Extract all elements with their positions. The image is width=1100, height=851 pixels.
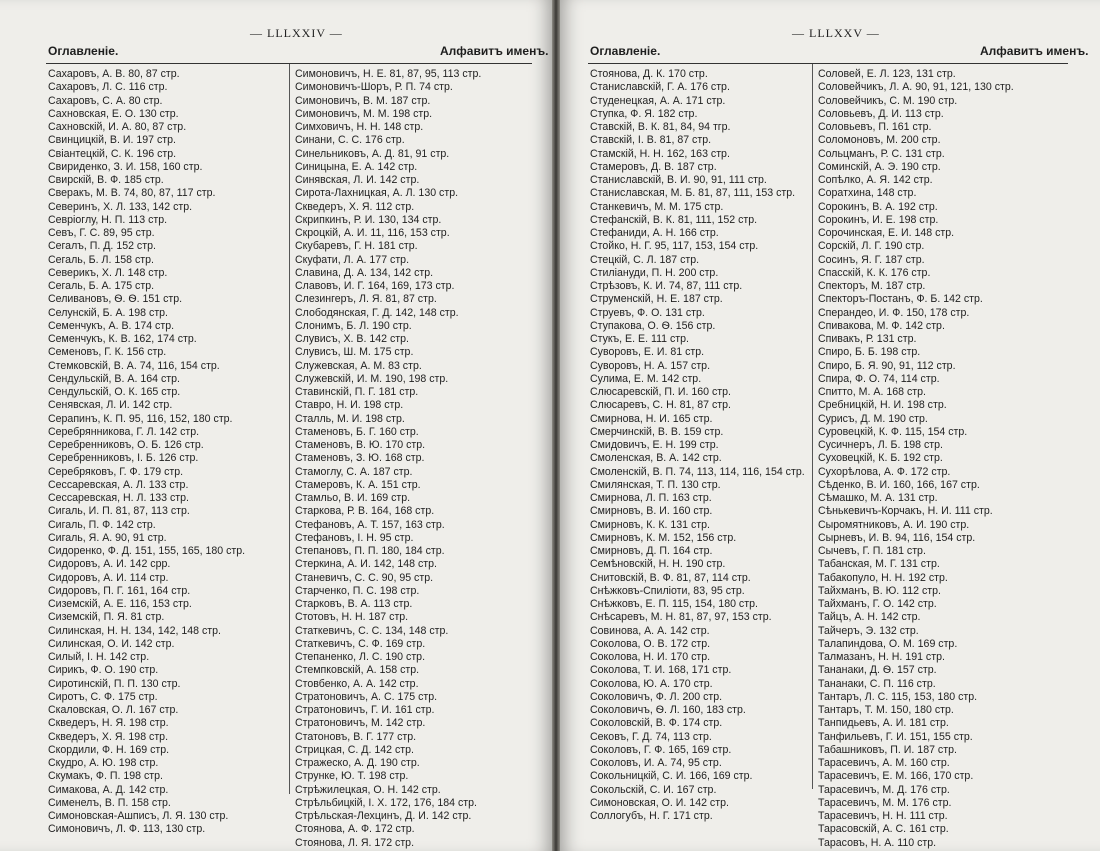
right-column-divider [812, 64, 813, 789]
index-entry: Стрѣжилецкая, О. Н. 142 стр. [295, 783, 441, 796]
index-entry: Талмазанъ, Н. Н. 191 стр. [818, 651, 945, 663]
index-entry: Стойко, Н. Г. 95, 117, 153, 154 стр. [590, 240, 759, 253]
index-entry: Тарасовъ, Н. А. 110 стр. [818, 836, 937, 849]
index-entry: Табакопуло, Н. Н. 192 стр. [818, 571, 948, 584]
index-entry: Смирновъ, К. М. 152, 156 стр. [590, 531, 737, 544]
index-entry: Сендульскій, О. К. 165 стр. [48, 386, 181, 398]
index-entry: Стецкій, С. Л. 187 стр. [590, 253, 700, 266]
index-entry: Скубаревъ, Г. Н. 181 стр. [295, 240, 418, 253]
index-entry: Смилянская, Т. П. 130 стр. [590, 478, 721, 491]
index-entry: Тарасевичъ, М. Д. 176 стр. [818, 783, 950, 796]
book-gutter [552, 0, 560, 851]
index-entry: Сырневъ, И. В. 94, 116, 154 стр. [818, 531, 976, 544]
index-entry: Струнке, Ю. Т. 198 стр. [295, 770, 409, 783]
index-entry: Соколовскій, В. Ф. 174 стр. [590, 717, 723, 730]
index-entry: Симакова, А. Д. 142 стр. [48, 783, 169, 796]
index-entry: Стамоглу, С. А. 187 стр. [295, 465, 413, 478]
index-entry: Симоновская, О. И. 142 стр. [590, 796, 729, 809]
index-entry: Соколовъ, И. А. 74, 95 стр. [590, 757, 722, 769]
index-entry: Сосинъ, Я. Г. 187 стр. [818, 253, 925, 266]
index-entry: Сольцманъ, Р. С. 131 стр. [818, 147, 945, 160]
index-entry: Спивакъ, Р. 131 стр. [818, 333, 917, 345]
index-entry: Суровецкій, К. Ф. 115, 154 стр. [818, 425, 968, 438]
index-entry: Сахаровъ, С. А. 80 стр. [48, 94, 163, 107]
index-entry: Студенецкая, А. А. 171 стр. [590, 94, 726, 107]
index-entry: Стамеровъ, К. А. 151 стр. [295, 478, 421, 491]
index-entry: Сиротъ, С. Ф. 175 стр. [48, 690, 158, 703]
index-entry: Смоленскій, В. П. 74, 113, 114, 116, 154 стр. [590, 465, 805, 478]
index-entry: Соминскій, А. Э. 190 стр. [818, 160, 941, 173]
index-entry: Скаловская, О. Л. 167 стр. [48, 704, 179, 716]
index-entry: Старкова, Р. В. 164, 168 стр. [295, 505, 435, 518]
index-entry: Снѣжковъ, Е. П. 115, 154, 180 стр. [590, 598, 758, 610]
index-entry: Степановъ, П. П. 180, 184 стр. [295, 545, 445, 557]
index-entry: Танпидьевъ, А. И. 181 стр. [818, 717, 949, 730]
index-entry: Сокольницкій, С. И. 166, 169 стр. [590, 770, 753, 783]
index-entry: Спасскій, К. К. 176 стр. [818, 266, 931, 279]
index-entry: Слободянская, Г. Д. 142, 148 стр. [295, 306, 459, 319]
index-entry: Ставскій, В. К. 81, 84, 94 тгр. [590, 121, 731, 133]
index-entry: Смирнова, Л. П. 163 стр. [590, 492, 712, 504]
index-entry: Слюсаревъ, С. Н. 81, 87 стр. [590, 399, 731, 412]
index-entry: Синявская, Л. И. 142 стр. [295, 174, 420, 186]
index-entry: Свириденко, З. И. 158, 160 стр. [48, 160, 203, 173]
index-entry: Селивановъ, Ѳ. Ѳ. 151 стр. [48, 293, 183, 306]
index-entry: Спира, Ф. О. 74, 114 стр. [818, 372, 940, 385]
index-entry: Сахновскій, И. А. 80, 87 стр. [48, 121, 187, 133]
index-entry: Сталль, М. И. 198 стр. [295, 412, 405, 425]
index-entry: Смирновъ, К. К. 131 стр. [590, 518, 710, 531]
index-entry: Спиро, Б. Я. 90, 91, 112 стр. [818, 359, 956, 372]
index-entry: Спекторъ, М. 187 стр. [818, 280, 926, 292]
index-entry: Стукъ, Е. Е. 111 стр. [590, 333, 689, 345]
index-entry: Стемковскій, В. А. 74, 116, 154 стр. [48, 359, 220, 372]
index-entry: Соколова, Ю. А. 170 стр. [590, 677, 713, 690]
left-column-1 [48, 68, 284, 837]
index-entry: Суворовъ, Н. А. 157 стр. [590, 359, 711, 372]
index-entry: Слюсаревскій, П. И. 160 стр. [590, 386, 731, 398]
index-entry: Стаменовъ, Б. Г. 160 стр. [295, 425, 419, 438]
index-entry: Снитовскій, В. Ф. 81, 87, 114 стр. [590, 571, 751, 584]
index-entry: Симоновичъ, В. М. 187 стр. [295, 94, 431, 107]
index-entry: Спитто, М. А. 168 стр. [818, 386, 926, 398]
index-entry: Славовъ, И. Г. 164, 169, 173 стр. [295, 280, 455, 292]
index-entry: Стрѣльская-Лехцинъ, Д. И. 142 стр. [295, 810, 472, 822]
index-entry: Сперандео, И. Ф. 150, 178 стр. [818, 306, 970, 319]
index-entry: Сребницкій, Н. И. 198 стр. [818, 399, 947, 412]
index-entry: Силый, І. Н. 142 стр. [48, 651, 150, 663]
index-entry: Сигаль, И. П. 81, 87, 113 стр. [48, 505, 190, 518]
index-entry: Ставскій, І. В. 81, 87 стр. [590, 134, 712, 147]
index-entry: Статкевичъ, С. Ф. 169 стр. [295, 637, 426, 650]
index-entry: Спиро, Б. Б. 198 стр. [818, 346, 921, 359]
right-page [560, 0, 1100, 851]
index-entry: Стоянова, А. Ф. 172 стр. [295, 823, 415, 836]
right-column-1 [590, 68, 808, 823]
index-entry: Талапиндова, О. М. 169 стр. [818, 637, 958, 650]
index-entry: Статоновъ, В. Г. 177 стр. [295, 730, 417, 743]
index-entry: Смирновъ, В. И. 160 стр. [590, 505, 713, 518]
index-entry: Смидовичъ, Е. Н. 199 стр. [590, 439, 719, 451]
index-entry: Свіантецкій, С. К. 196 стр. [48, 147, 177, 160]
index-entry: Смирновъ, Д. П. 164 стр. [590, 545, 713, 557]
index-entry: Соколова, О. В. 172 стр. [590, 637, 711, 650]
index-entry: Стратоновичъ, М. 142 стр. [295, 717, 426, 730]
index-entry: Сокольскій, С. И. 167 стр. [590, 783, 717, 796]
index-entry: Стефановъ, А. Т. 157, 163 стр. [295, 518, 445, 531]
index-entry: Ступакова, О. Ѳ. 156 стр. [590, 319, 716, 332]
index-entry: Скудро, А. Ю. 198 стр. [48, 757, 159, 769]
index-entry: Соловьевъ, П. 161 стр. [818, 121, 932, 133]
left-column-2 [295, 68, 535, 850]
index-entry: Служевскій, И. М. 190, 198 стр. [295, 372, 449, 385]
index-entry: Соломоновъ, М. 200 стр. [818, 134, 941, 147]
index-entry: Слонимъ, Б. Л. 190 стр. [295, 319, 412, 332]
index-entry: Сидоровъ, А. И. 114 стр. [48, 571, 169, 584]
index-entry: Тарасевичъ, М. М. 176 стр. [818, 796, 952, 809]
index-entry: Снѣжковъ-Спилiоти, 83, 95 стр. [590, 584, 745, 597]
index-entry: Слезингеръ, Л. Я. 81, 87 стр. [295, 293, 437, 306]
index-entry: Стемпковскій, А. 158 стр. [295, 664, 420, 677]
index-entry: Стрѣзовъ, К. И. 74, 87, 111 стр. [590, 280, 743, 292]
index-entry: Симховичъ, Н. Н. 148 стр. [295, 121, 424, 133]
index-entry: Славина, Д. А. 134, 142 стр. [295, 266, 434, 279]
index-entry: Сахаровъ, Л. С. 116 стр. [48, 81, 168, 94]
index-entry: Соловей, Е. Л. 123, 131 стр. [818, 68, 956, 80]
index-entry: Стовбенко, А. А. 142 стр. [295, 677, 419, 690]
index-entry: Стражеско, А. Д. 190 стр. [295, 757, 420, 769]
index-entry: Стрѣльбицкій, І. Х. 172, 176, 184 стр. [295, 796, 477, 809]
index-entry: Стефанскій, В. К. 81, 111, 152 стр. [590, 213, 758, 226]
index-entry: Стратоновичъ, Г. И. 161 стр. [295, 704, 435, 716]
index-entry: Сигаль, Я. А. 90, 91 стр. [48, 531, 167, 544]
index-entry: Свирскій, В. Ф. 185 стр. [48, 174, 164, 186]
index-entry: Тантаръ, Л. С. 115, 153, 180 стр. [818, 690, 978, 703]
index-entry: Сиземскій, А. Е. 116, 153 стр. [48, 598, 192, 610]
index-entry: Стамеровъ, Д. В. 187 стр. [590, 160, 717, 173]
index-entry: Тантаръ, Т. М. 150, 180 стр. [818, 704, 954, 716]
index-entry: Стратоновичъ, А. С. 175 стр. [295, 690, 438, 703]
index-entry: Сѣмашко, М. А. 131 стр. [818, 492, 938, 504]
index-entry: Слувисъ, Ш. М. 175 стр. [295, 346, 414, 359]
index-entry: Сидоровъ, П. Г. 161, 164 стр. [48, 584, 191, 597]
index-entry: Сирота-Лахницкая, А. Л. 130 стр. [295, 187, 459, 200]
index-entry: Скумакъ, Ф. П. 198 стр. [48, 770, 163, 783]
index-entry: Соколова, Т. И. 168, 171 стр. [590, 664, 732, 677]
index-entry: Севріоглу, Н. П. 113 стр. [48, 213, 168, 226]
index-entry: Скведеръ, Х. Я. 198 стр. [48, 730, 169, 743]
index-entry: Сековъ, Г. Д. 74, 113 стр. [590, 730, 712, 743]
index-entry: Сыромятниковъ, А. И. 190 стр. [818, 518, 970, 531]
index-entry: Спекторъ-Постанъ, Ф. Б. 142 стр. [818, 293, 983, 306]
index-entry: Сорокинъ, В. А. 192 стр. [818, 200, 938, 213]
index-entry: Синани, С. С. 176 стр. [295, 134, 405, 147]
index-entry: Соловьевъ, Д. И. 113 стр. [818, 107, 944, 120]
index-entry: Соколовичъ, Ф. Л. 200 стр. [590, 690, 723, 703]
index-entry: Сидоровъ, А. И. 142 срр. [48, 558, 171, 571]
index-entry: Соловейчикъ, С. М. 190 стр. [818, 94, 958, 107]
index-entry: Тананаки, С. П. 116 стр. [818, 677, 936, 690]
index-entry: Смоленская, В. А. 142 стр. [590, 452, 722, 465]
index-entry: Стамскій, Н. Н. 162, 163 стр. [590, 147, 730, 160]
index-entry: Ступка, Ф. Я. 182 стр. [590, 107, 698, 120]
index-entry: Табанская, М. Г. 131 стр. [818, 558, 940, 571]
index-entry: Сендульскій, В. А. 164 стр. [48, 372, 180, 385]
index-entry: Тарасевичъ, Е. М. 166, 170 стр. [818, 770, 974, 783]
index-entry: Сиземскій, П. Я. 81 стр. [48, 611, 165, 624]
index-entry: Статкевичъ, С. С. 134, 148 стр. [295, 624, 449, 637]
index-entry: Сахновская, Е. О. 130 стр. [48, 107, 179, 120]
index-entry: Сенявская, Л. И. 142 стр. [48, 399, 173, 412]
index-entry: Сименелъ, В. П. 158 стр. [48, 796, 171, 809]
index-entry: Силинская, О. И. 142 стр. [48, 637, 175, 650]
index-entry: Сахаровъ, А. В. 80, 87 стр. [48, 68, 180, 80]
index-entry: Сычевъ, Г. П. 181 стр. [818, 545, 926, 557]
index-entry: Скордили, Ф. Н. 169 стр. [48, 743, 170, 756]
index-entry: Скроцкій, А. И. 11, 116, 153 стр. [295, 227, 450, 239]
index-entry: Стоянова, Д. К. 170 стр. [590, 68, 708, 80]
index-entry: Симоновичъ-Шоръ, Р. П. 74 стр. [295, 81, 453, 94]
index-entry: Скведеръ, Н. Я. 198 стр. [48, 717, 169, 730]
index-entry: Сорочинская, Е. И. 148 стр. [818, 227, 955, 239]
index-entry: Старченко, П. С. 198 стр. [295, 584, 420, 597]
index-entry: Синельниковъ, А. Д. 81, 91 стр. [295, 147, 450, 160]
right-header-index: Алфавитъ именъ. [980, 44, 1089, 58]
index-entry: Семеновъ, Г. К. 156 стр. [48, 346, 167, 359]
index-entry: Скведеръ, Х. Я. 112 стр. [295, 200, 415, 213]
index-entry: Сѣденко, В. И. 160, 166, 167 стр. [818, 478, 980, 491]
index-entry: Смирнова, Н. И. 165 стр. [590, 412, 713, 425]
index-entry: Сухорѣлова, А. Ф. 172 стр. [818, 465, 951, 478]
index-entry: Севъ, Г. С. 89, 95 стр. [48, 227, 155, 239]
index-entry: Семѣновскій, Н. Н. 190 стр. [590, 558, 726, 571]
index-entry: Соратхина, 148 стр. [818, 187, 917, 200]
index-entry: Станиславская, М. Б. 81, 87, 111, 153 стр. [590, 187, 796, 200]
index-entry: Серебряковъ, Г. Ф. 179 стр. [48, 465, 184, 478]
index-entry: Соллогубъ, Н. Г. 171 стр. [590, 810, 713, 822]
index-entry: Сегаль, Б. А. 175 стр. [48, 280, 155, 292]
index-entry: Сессаревская, А. Л. 133 стр. [48, 478, 189, 491]
index-entry: Старковъ, В. А. 113 стр. [295, 598, 413, 610]
index-entry: Сиротинскій, П. П. 130 стр. [48, 677, 181, 690]
index-entry: Тайхманъ, Г. О. 142 стр. [818, 598, 937, 610]
index-entry: Сорскій, Л. Г. 190 стр. [818, 240, 925, 253]
index-entry: Тайхманъ, В. Ю. 112 стр. [818, 584, 941, 597]
index-entry: Стаменовъ, З. Ю. 168 стр. [295, 452, 425, 465]
index-entry: Стаменовъ, В. Ю. 170 стр. [295, 439, 426, 451]
index-entry: Степаненко, Л. С. 190 стр. [295, 651, 426, 663]
left-header-contents: Оглавленіе. [48, 44, 119, 58]
index-entry: Станиславскій, Г. А. 176 стр. [590, 81, 730, 94]
index-entry: Симоновичъ, Л. Ф. 113, 130 стр. [48, 823, 206, 836]
index-entry: Тарасовскій, А. С. 161 стр. [818, 823, 949, 836]
index-entry: Северикъ, Х. Л. 148 стр. [48, 266, 168, 279]
index-entry: Симоновская-Ашписъ, Л. Я. 130 стр. [48, 810, 229, 822]
right-column-2 [818, 68, 1066, 850]
index-entry: Суховецкій, К. Б. 192 стр. [818, 452, 943, 465]
index-entry: Сѣнькевичъ-Корчакъ, Н. И. 111 стр. [818, 505, 993, 518]
index-entry: Стамльо, В. И. 169 стр. [295, 492, 411, 504]
right-header-contents: Оглавленіе. [590, 44, 661, 58]
index-entry: Тарасевичъ, А. М. 160 стр. [818, 757, 950, 769]
index-entry: Струменскій, Н. Е. 187 стр. [590, 293, 723, 306]
index-entry: Свинцицкій, В. И. 197 стр. [48, 134, 176, 147]
index-entry: Серебрянникова, Г. Л. 142 стр. [48, 425, 200, 438]
index-entry: Ставро, Н. И. 198 стр. [295, 399, 404, 412]
index-entry: Сидоренко, Ф. Д. 151, 155, 165, 180 стр. [48, 545, 246, 557]
index-entry: Соколовичъ, Ѳ. Л. 160, 183 стр. [590, 704, 746, 716]
left-column-divider [289, 64, 290, 794]
index-entry: Тарасевичъ, Н. Н. 111 стр. [818, 810, 948, 822]
index-entry: Серебренниковъ, І. Б. 126 стр. [48, 452, 199, 465]
index-entry: Стрицкая, С. Д. 142 стр. [295, 743, 414, 756]
index-entry: Ставинскій, П. Г. 181 стр. [295, 386, 419, 398]
index-entry: Серапинъ, К. П. 95, 116, 152, 180 стр. [48, 412, 233, 425]
index-entry: Струевъ, Ф. О. 131 стр. [590, 306, 705, 319]
index-entry: Тайчеръ, Э. 132 стр. [818, 624, 919, 637]
index-entry: Сессаревская, Н. Л. 133 стр. [48, 492, 189, 504]
index-entry: Сулима, Е. М. 142 стр. [590, 372, 702, 385]
index-entry: Снѣсаревъ, М. Н. 81, 87, 97, 153 стр. [590, 611, 772, 624]
index-entry: Сегалъ, П. Д. 152 стр. [48, 240, 156, 253]
index-entry: Стефановъ, І. Н. 95 стр. [295, 531, 414, 544]
index-entry: Симоновичъ, Н. Е. 81, 87, 95, 113 стр. [295, 68, 482, 80]
right-header-rule [588, 63, 1068, 64]
left-page-number: — LLLXXIV — [250, 26, 343, 40]
index-entry: Скрипкинъ, Р. И. 130, 134 стр. [295, 213, 442, 226]
index-entry: Симоновичъ, М. М. 198 стр. [295, 107, 433, 120]
index-entry: Станевичъ, С. С. 90, 95 стр. [295, 571, 434, 584]
index-entry: Суворовъ, Е. И. 81 стр. [590, 346, 705, 359]
index-entry: Сусичнеръ, Л. Б. 198 стр. [818, 439, 943, 451]
index-entry: Сегаль, Б. Л. 158 стр. [48, 253, 154, 266]
index-entry: Северинъ, Х. Л. 133, 142 стр. [48, 200, 193, 213]
index-entry: Совинова, А. А. 142 стр. [590, 624, 710, 637]
index-entry: Тайцъ, А. Н. 142 стр. [818, 611, 921, 624]
index-entry: Семенчукъ, А. В. 174 стр. [48, 319, 175, 332]
index-entry: Стоянова, Л. Я. 172 стр. [295, 836, 415, 849]
index-entry: Сопѣлко, А. Я. 142 стр. [818, 174, 933, 186]
left-header-index: Алфавитъ именъ. [440, 44, 549, 58]
index-entry: Станкевичъ, М. М. 175 стр. [590, 200, 724, 213]
index-entry: Синицына, Е. А. 142 стр. [295, 160, 418, 173]
index-entry: Соколова, Н. И. 170 стр. [590, 651, 711, 663]
index-entry: Тананаки, Д. Ѳ. 157 стр. [818, 664, 937, 677]
index-entry: Соловейчикъ, Л. А. 90, 91, 121, 130 стр. [818, 81, 1014, 94]
right-page-number: — LLLXXV — [792, 26, 880, 40]
index-entry: Сорокинъ, И. Е. 198 стр. [818, 213, 939, 226]
index-entry: Стеркина, А. И. 142, 148 стр. [295, 558, 437, 571]
index-entry: Стотовъ, Н. Н. 187 стр. [295, 611, 409, 624]
index-entry: Сигаль, П. Ф. 142 стр. [48, 518, 156, 531]
index-entry: Сирикъ, Ф. О. 190 стр. [48, 664, 159, 677]
index-entry: Силинская, Н. Н. 134, 142, 148 стр. [48, 624, 221, 637]
index-entry: Танфильевъ, Г. И. 151, 155 стр. [818, 730, 973, 743]
index-entry: Семенчукъ, К. В. 162, 174 стр. [48, 333, 197, 345]
index-entry: Стиліануди, П. Н. 200 стр. [590, 266, 719, 279]
index-entry: Стефаниди, А. Н. 166 стр. [590, 227, 719, 239]
index-entry: Табашниковъ, П. И. 187 стр. [818, 743, 957, 756]
index-entry: Спивакова, М. Ф. 142 стр. [818, 319, 945, 332]
index-entry: Служевская, А. М. 83 стр. [295, 359, 422, 372]
index-entry: Слувисъ, Х. В. 142 стр. [295, 333, 409, 345]
index-entry: Смерчинскій, В. В. 159 стр. [590, 425, 724, 438]
index-entry: Скуфати, Л. А. 177 стр. [295, 253, 410, 266]
index-entry: Селунскій, Б. А. 198 стр. [48, 306, 169, 319]
index-entry: Сурисъ, Д. М. 190 стр. [818, 412, 928, 425]
index-entry: Станиславскій, В. И. 90, 91, 111 стр. [590, 174, 767, 186]
index-entry: Сверакъ, М. В. 74, 80, 87, 117 стр. [48, 187, 216, 200]
index-entry: Серебренниковъ, О. Б. 126 стр. [48, 439, 204, 451]
index-entry: Соколовъ, Г. Ф. 165, 169 стр. [590, 743, 732, 756]
